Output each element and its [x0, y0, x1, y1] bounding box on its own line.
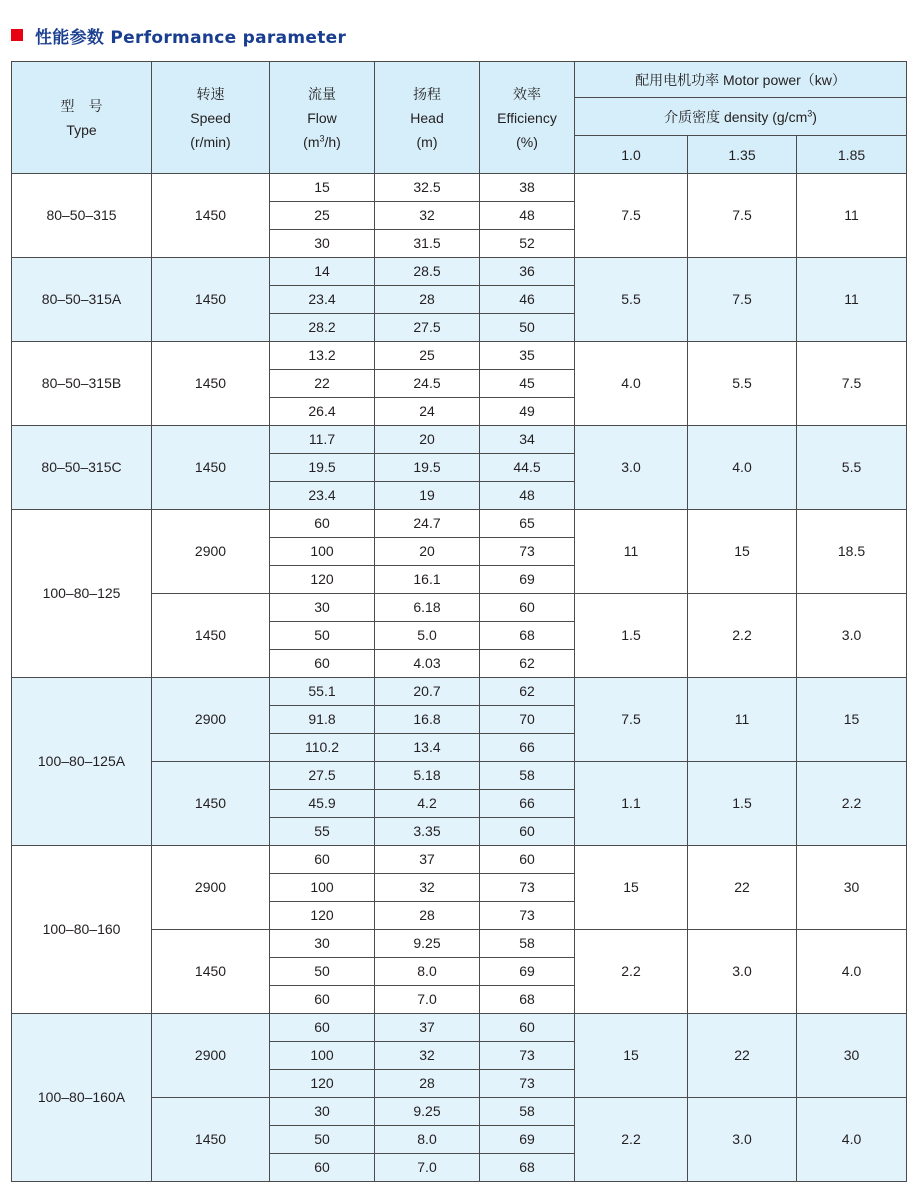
- efficiency-cell: 48: [480, 202, 575, 230]
- speed-cell: 1450: [152, 930, 270, 1014]
- efficiency-cell: 50: [480, 314, 575, 342]
- efficiency-cell: 73: [480, 538, 575, 566]
- efficiency-cell: 70: [480, 706, 575, 734]
- efficiency-cell: 68: [480, 622, 575, 650]
- motor-power-cell: 7.5: [575, 678, 688, 762]
- table-row: [12, 510, 907, 538]
- model-group: [12, 846, 907, 1014]
- table-row: [12, 258, 907, 286]
- head-cell: 19.5: [375, 454, 480, 482]
- efficiency-cell: 69: [480, 566, 575, 594]
- flow-cell: 11.7: [270, 426, 375, 454]
- flow-cell: 22: [270, 370, 375, 398]
- motor-power-cell: 3.0: [688, 1098, 797, 1182]
- efficiency-cell: 60: [480, 594, 575, 622]
- flow-cell: 26.4: [270, 398, 375, 426]
- efficiency-cell: 60: [480, 1014, 575, 1042]
- flow-cell: 120: [270, 566, 375, 594]
- head-cell: 32: [375, 874, 480, 902]
- flow-cell: 60: [270, 1014, 375, 1042]
- table-row: [12, 1014, 907, 1042]
- motor-power-cell: 7.5: [688, 258, 797, 342]
- flow-cell: 45.9: [270, 790, 375, 818]
- head-cell: 8.0: [375, 958, 480, 986]
- head-cell: 37: [375, 846, 480, 874]
- motor-power-cell: 4.0: [688, 426, 797, 510]
- head-cell: 8.0: [375, 1126, 480, 1154]
- motor-power-cell: 1.1: [575, 762, 688, 846]
- speed-cell: 1450: [152, 426, 270, 510]
- motor-power-cell: 5.5: [688, 342, 797, 426]
- efficiency-cell: 69: [480, 958, 575, 986]
- head-cell: 32.5: [375, 174, 480, 202]
- motor-power-cell: 7.5: [575, 174, 688, 258]
- head-cell: 20.7: [375, 678, 480, 706]
- efficiency-cell: 73: [480, 1070, 575, 1098]
- efficiency-cell: 60: [480, 846, 575, 874]
- motor-power-cell: 11: [575, 510, 688, 594]
- efficiency-cell: 73: [480, 1042, 575, 1070]
- motor-power-cell: 30: [797, 1014, 907, 1098]
- speed-cell: 1450: [152, 762, 270, 846]
- motor-power-cell: 15: [688, 510, 797, 594]
- head-cell: 28.5: [375, 258, 480, 286]
- efficiency-cell: 38: [480, 174, 575, 202]
- flow-cell: 30: [270, 1098, 375, 1126]
- head-cell: 6.18: [375, 594, 480, 622]
- header-flow: 流量 Flow $(m^3/h)$: [270, 62, 375, 174]
- motor-power-cell: 22: [688, 846, 797, 930]
- efficiency-cell: 58: [480, 1098, 575, 1126]
- speed-cell: 2900: [152, 846, 270, 930]
- model-group: [12, 426, 907, 510]
- head-cell: 5.18: [375, 762, 480, 790]
- head-cell: 32: [375, 1042, 480, 1070]
- section-title: [11, 24, 346, 46]
- motor-power-cell: 4.0: [797, 1098, 907, 1182]
- head-cell: 31.5: [375, 230, 480, 258]
- flow-cell: 91.8: [270, 706, 375, 734]
- performance-table: [11, 61, 907, 1182]
- motor-power-cell: 5.5: [575, 258, 688, 342]
- head-cell: 20: [375, 426, 480, 454]
- head-cell: 19: [375, 482, 480, 510]
- motor-power-cell: 30: [797, 846, 907, 930]
- motor-power-cell: 11: [797, 174, 907, 258]
- efficiency-cell: 66: [480, 790, 575, 818]
- flow-cell: 60: [270, 650, 375, 678]
- flow-cell: 28.2: [270, 314, 375, 342]
- table-row: [12, 846, 907, 874]
- head-cell: 28: [375, 902, 480, 930]
- flow-cell: 60: [270, 1154, 375, 1182]
- motor-power-cell: 22: [688, 1014, 797, 1098]
- head-cell: 16.1: [375, 566, 480, 594]
- header-speed: 转速 Speed (r/min): [152, 62, 270, 174]
- head-cell: 37: [375, 1014, 480, 1042]
- model-group: [12, 678, 907, 846]
- header-density: 介质密度 density $(g/cm^3)$: [575, 98, 907, 136]
- flow-cell: 120: [270, 902, 375, 930]
- model-group: [12, 1014, 907, 1182]
- motor-power-cell: 18.5: [797, 510, 907, 594]
- motor-power-cell: 2.2: [575, 930, 688, 1014]
- table-row: [12, 174, 907, 202]
- flow-cell: 50: [270, 622, 375, 650]
- motor-power-cell: 5.5: [797, 426, 907, 510]
- flow-cell: 25: [270, 202, 375, 230]
- efficiency-cell: 44.5: [480, 454, 575, 482]
- motor-power-cell: 15: [575, 846, 688, 930]
- head-cell: 9.25: [375, 930, 480, 958]
- motor-power-cell: 1.5: [688, 762, 797, 846]
- efficiency-cell: 68: [480, 986, 575, 1014]
- model-type-cell: 80–50–315A: [12, 258, 152, 342]
- header-motor-power: 配用电机功率 Motor power（kw）: [575, 62, 907, 98]
- head-cell: 3.35: [375, 818, 480, 846]
- speed-cell: 1450: [152, 1098, 270, 1182]
- head-cell: 24.7: [375, 510, 480, 538]
- table-row: [12, 342, 907, 370]
- efficiency-cell: 46: [480, 286, 575, 314]
- efficiency-cell: 49: [480, 398, 575, 426]
- motor-power-cell: 2.2: [797, 762, 907, 846]
- flow-cell: 100: [270, 1042, 375, 1070]
- head-cell: 25: [375, 342, 480, 370]
- efficiency-cell: 48: [480, 482, 575, 510]
- head-cell: 5.0: [375, 622, 480, 650]
- efficiency-cell: 66: [480, 734, 575, 762]
- motor-power-cell: 11: [797, 258, 907, 342]
- efficiency-cell: 68: [480, 1154, 575, 1182]
- motor-power-cell: 2.2: [688, 594, 797, 678]
- motor-power-cell: 15: [797, 678, 907, 762]
- header-density-2: 1.35: [688, 136, 797, 174]
- efficiency-cell: 62: [480, 650, 575, 678]
- motor-power-cell: 1.5: [575, 594, 688, 678]
- model-type-cell: 100–80–125A: [12, 678, 152, 846]
- head-cell: 32: [375, 202, 480, 230]
- motor-power-cell: 4.0: [797, 930, 907, 1014]
- flow-cell: 100: [270, 874, 375, 902]
- model-type-cell: 100–80–160A: [12, 1014, 152, 1182]
- head-cell: 13.4: [375, 734, 480, 762]
- speed-cell: 1450: [152, 342, 270, 426]
- flow-cell: 13.2: [270, 342, 375, 370]
- flow-cell: 60: [270, 846, 375, 874]
- flow-cell: 23.4: [270, 286, 375, 314]
- head-cell: 28: [375, 1070, 480, 1098]
- header-density-1: 1.0: [575, 136, 688, 174]
- header-head: 扬程 Head (m): [375, 62, 480, 174]
- model-group: [12, 510, 907, 678]
- flow-cell: 100: [270, 538, 375, 566]
- speed-cell: 1450: [152, 174, 270, 258]
- efficiency-cell: 62: [480, 678, 575, 706]
- table-row: [12, 426, 907, 454]
- flow-cell: 50: [270, 1126, 375, 1154]
- head-cell: 20: [375, 538, 480, 566]
- flow-cell: 30: [270, 930, 375, 958]
- flow-cell: 60: [270, 986, 375, 1014]
- speed-cell: 2900: [152, 510, 270, 594]
- efficiency-cell: 35: [480, 342, 575, 370]
- model-type-cell: 80–50–315C: [12, 426, 152, 510]
- motor-power-cell: 7.5: [797, 342, 907, 426]
- header-efficiency: 效率 Efficiency (%): [480, 62, 575, 174]
- speed-cell: 2900: [152, 678, 270, 762]
- efficiency-cell: 73: [480, 902, 575, 930]
- flow-cell: 60: [270, 510, 375, 538]
- header-type: 型 号 Type: [12, 62, 152, 174]
- head-cell: 7.0: [375, 986, 480, 1014]
- motor-power-cell: 15: [575, 1014, 688, 1098]
- model-group: [12, 342, 907, 426]
- model-type-cell: 100–80–160: [12, 846, 152, 1014]
- head-cell: 4.2: [375, 790, 480, 818]
- model-group: [12, 174, 907, 258]
- flow-cell: 27.5: [270, 762, 375, 790]
- flow-cell: 110.2: [270, 734, 375, 762]
- model-type-cell: 80–50–315: [12, 174, 152, 258]
- model-group: [12, 258, 907, 342]
- efficiency-cell: 69: [480, 1126, 575, 1154]
- model-type-cell: 100–80–125: [12, 510, 152, 678]
- head-cell: 28: [375, 286, 480, 314]
- table-header: [12, 62, 907, 174]
- motor-power-cell: 3.0: [575, 426, 688, 510]
- efficiency-cell: 65: [480, 510, 575, 538]
- efficiency-cell: 60: [480, 818, 575, 846]
- speed-cell: 1450: [152, 594, 270, 678]
- flow-cell: 23.4: [270, 482, 375, 510]
- flow-cell: 15: [270, 174, 375, 202]
- flow-cell: 30: [270, 230, 375, 258]
- head-cell: 24.5: [375, 370, 480, 398]
- motor-power-cell: 3.0: [797, 594, 907, 678]
- flow-cell: 50: [270, 958, 375, 986]
- model-type-cell: 80–50–315B: [12, 342, 152, 426]
- red-square-icon: [11, 29, 23, 41]
- speed-cell: 1450: [152, 258, 270, 342]
- flow-cell: 55: [270, 818, 375, 846]
- section-title-text: 性能参数 Performance parameter: [35, 27, 347, 48]
- flow-cell: 120: [270, 1070, 375, 1098]
- head-cell: 9.25: [375, 1098, 480, 1126]
- table-row: [12, 678, 907, 706]
- head-cell: 4.03: [375, 650, 480, 678]
- flow-cell: 55.1: [270, 678, 375, 706]
- efficiency-cell: 73: [480, 874, 575, 902]
- efficiency-cell: 58: [480, 762, 575, 790]
- motor-power-cell: 4.0: [575, 342, 688, 426]
- head-cell: 7.0: [375, 1154, 480, 1182]
- head-cell: 16.8: [375, 706, 480, 734]
- efficiency-cell: 58: [480, 930, 575, 958]
- motor-power-cell: 11: [688, 678, 797, 762]
- head-cell: 27.5: [375, 314, 480, 342]
- head-cell: 24: [375, 398, 480, 426]
- flow-cell: 14: [270, 258, 375, 286]
- efficiency-cell: 34: [480, 426, 575, 454]
- flow-cell: 19.5: [270, 454, 375, 482]
- efficiency-cell: 45: [480, 370, 575, 398]
- motor-power-cell: 2.2: [575, 1098, 688, 1182]
- motor-power-cell: 3.0: [688, 930, 797, 1014]
- flow-cell: 30: [270, 594, 375, 622]
- efficiency-cell: 52: [480, 230, 575, 258]
- motor-power-cell: 7.5: [688, 174, 797, 258]
- speed-cell: 2900: [152, 1014, 270, 1098]
- efficiency-cell: 36: [480, 258, 575, 286]
- header-density-3: 1.85: [797, 136, 907, 174]
